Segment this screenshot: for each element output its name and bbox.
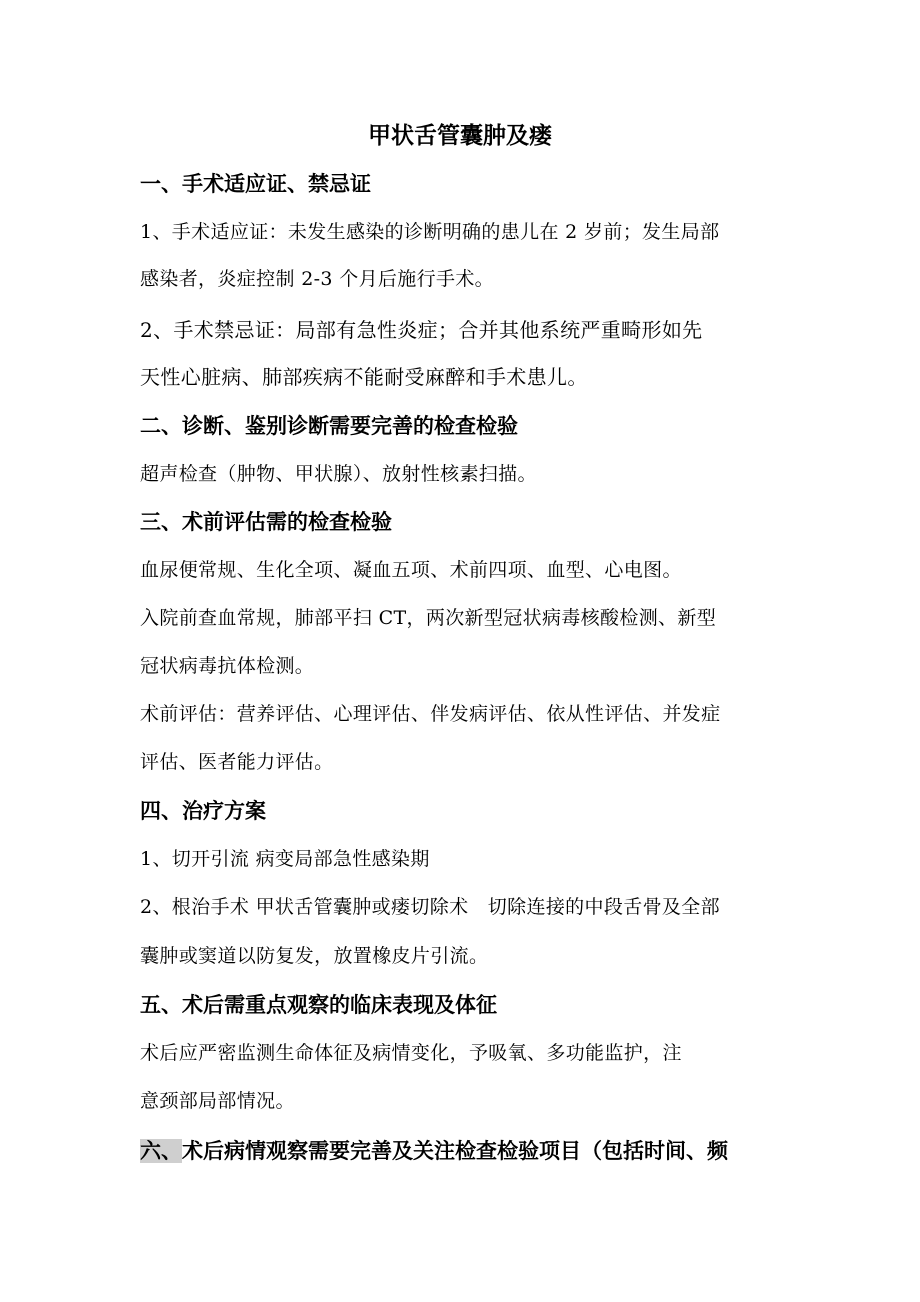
paragraph-line: 术后应严密监测生命体征及病情变化，予吸氧、多功能监护，注	[140, 1042, 682, 1064]
paragraph-line: 囊肿或窦道以防复发，放置橡皮片引流。	[140, 945, 489, 967]
section-heading-4: 四、治疗方案	[140, 799, 266, 823]
section-heading-2: 二、诊断、鉴别诊断需要完善的检查检验	[140, 414, 518, 438]
paragraph-line: 超声检查（肿物、甲状腺）、放射性核素扫描。	[140, 463, 537, 485]
section-heading-3: 三、术前评估需的检查检验	[140, 510, 392, 534]
document-title: 甲状舌管囊肿及瘘	[368, 123, 552, 149]
paragraph-line: 感染者，炎症控制 2-3 个月后施行手术。	[140, 268, 495, 290]
paragraph-line: 评估、医者能力评估。	[140, 751, 334, 773]
paragraph-line: 入院前查血常规，肺部平扫 CT，两次新型冠状病毒核酸检测、新型	[140, 607, 717, 629]
paragraph-line: 术前评估：营养评估、心理评估、伴发病评估、依从性评估、并发症	[140, 703, 721, 725]
paragraph-line: 冠状病毒抗体检测。	[140, 655, 315, 677]
section-heading-6	[140, 1133, 728, 1169]
highlighted-section-number: 六、	[140, 1139, 182, 1163]
paragraph-line: 天性心脏病、肺部疾病不能耐受麻醉和手术患儿。	[140, 365, 588, 389]
paragraph-line: 1、手术适应证：未发生感染的诊断明确的患儿在 2 岁前；发生局部	[140, 221, 720, 243]
paragraph-line: 2、手术禁忌证：局部有急性炎症；合并其他系统严重畸形如先	[140, 318, 703, 342]
paragraph-line: 2、根治手术 甲状舌管囊肿或瘘切除术 切除连接的中段舌骨及全部	[140, 896, 720, 918]
paragraph-line: 意颈部局部情况。	[140, 1090, 295, 1112]
section-heading-1: 一、手术适应证、禁忌证	[140, 172, 371, 196]
paragraph-line: 血尿便常规、生化全项、凝血五项、术前四项、血型、心电图。	[140, 559, 682, 581]
section-heading-6-text: 术后病情观察需要完善及关注检查检验项目（包括时间、频	[182, 1139, 728, 1163]
paragraph-line: 1、切开引流 病变局部急性感染期	[140, 848, 430, 870]
section-heading-5: 五、术后需重点观察的临床表现及体征	[140, 993, 497, 1017]
